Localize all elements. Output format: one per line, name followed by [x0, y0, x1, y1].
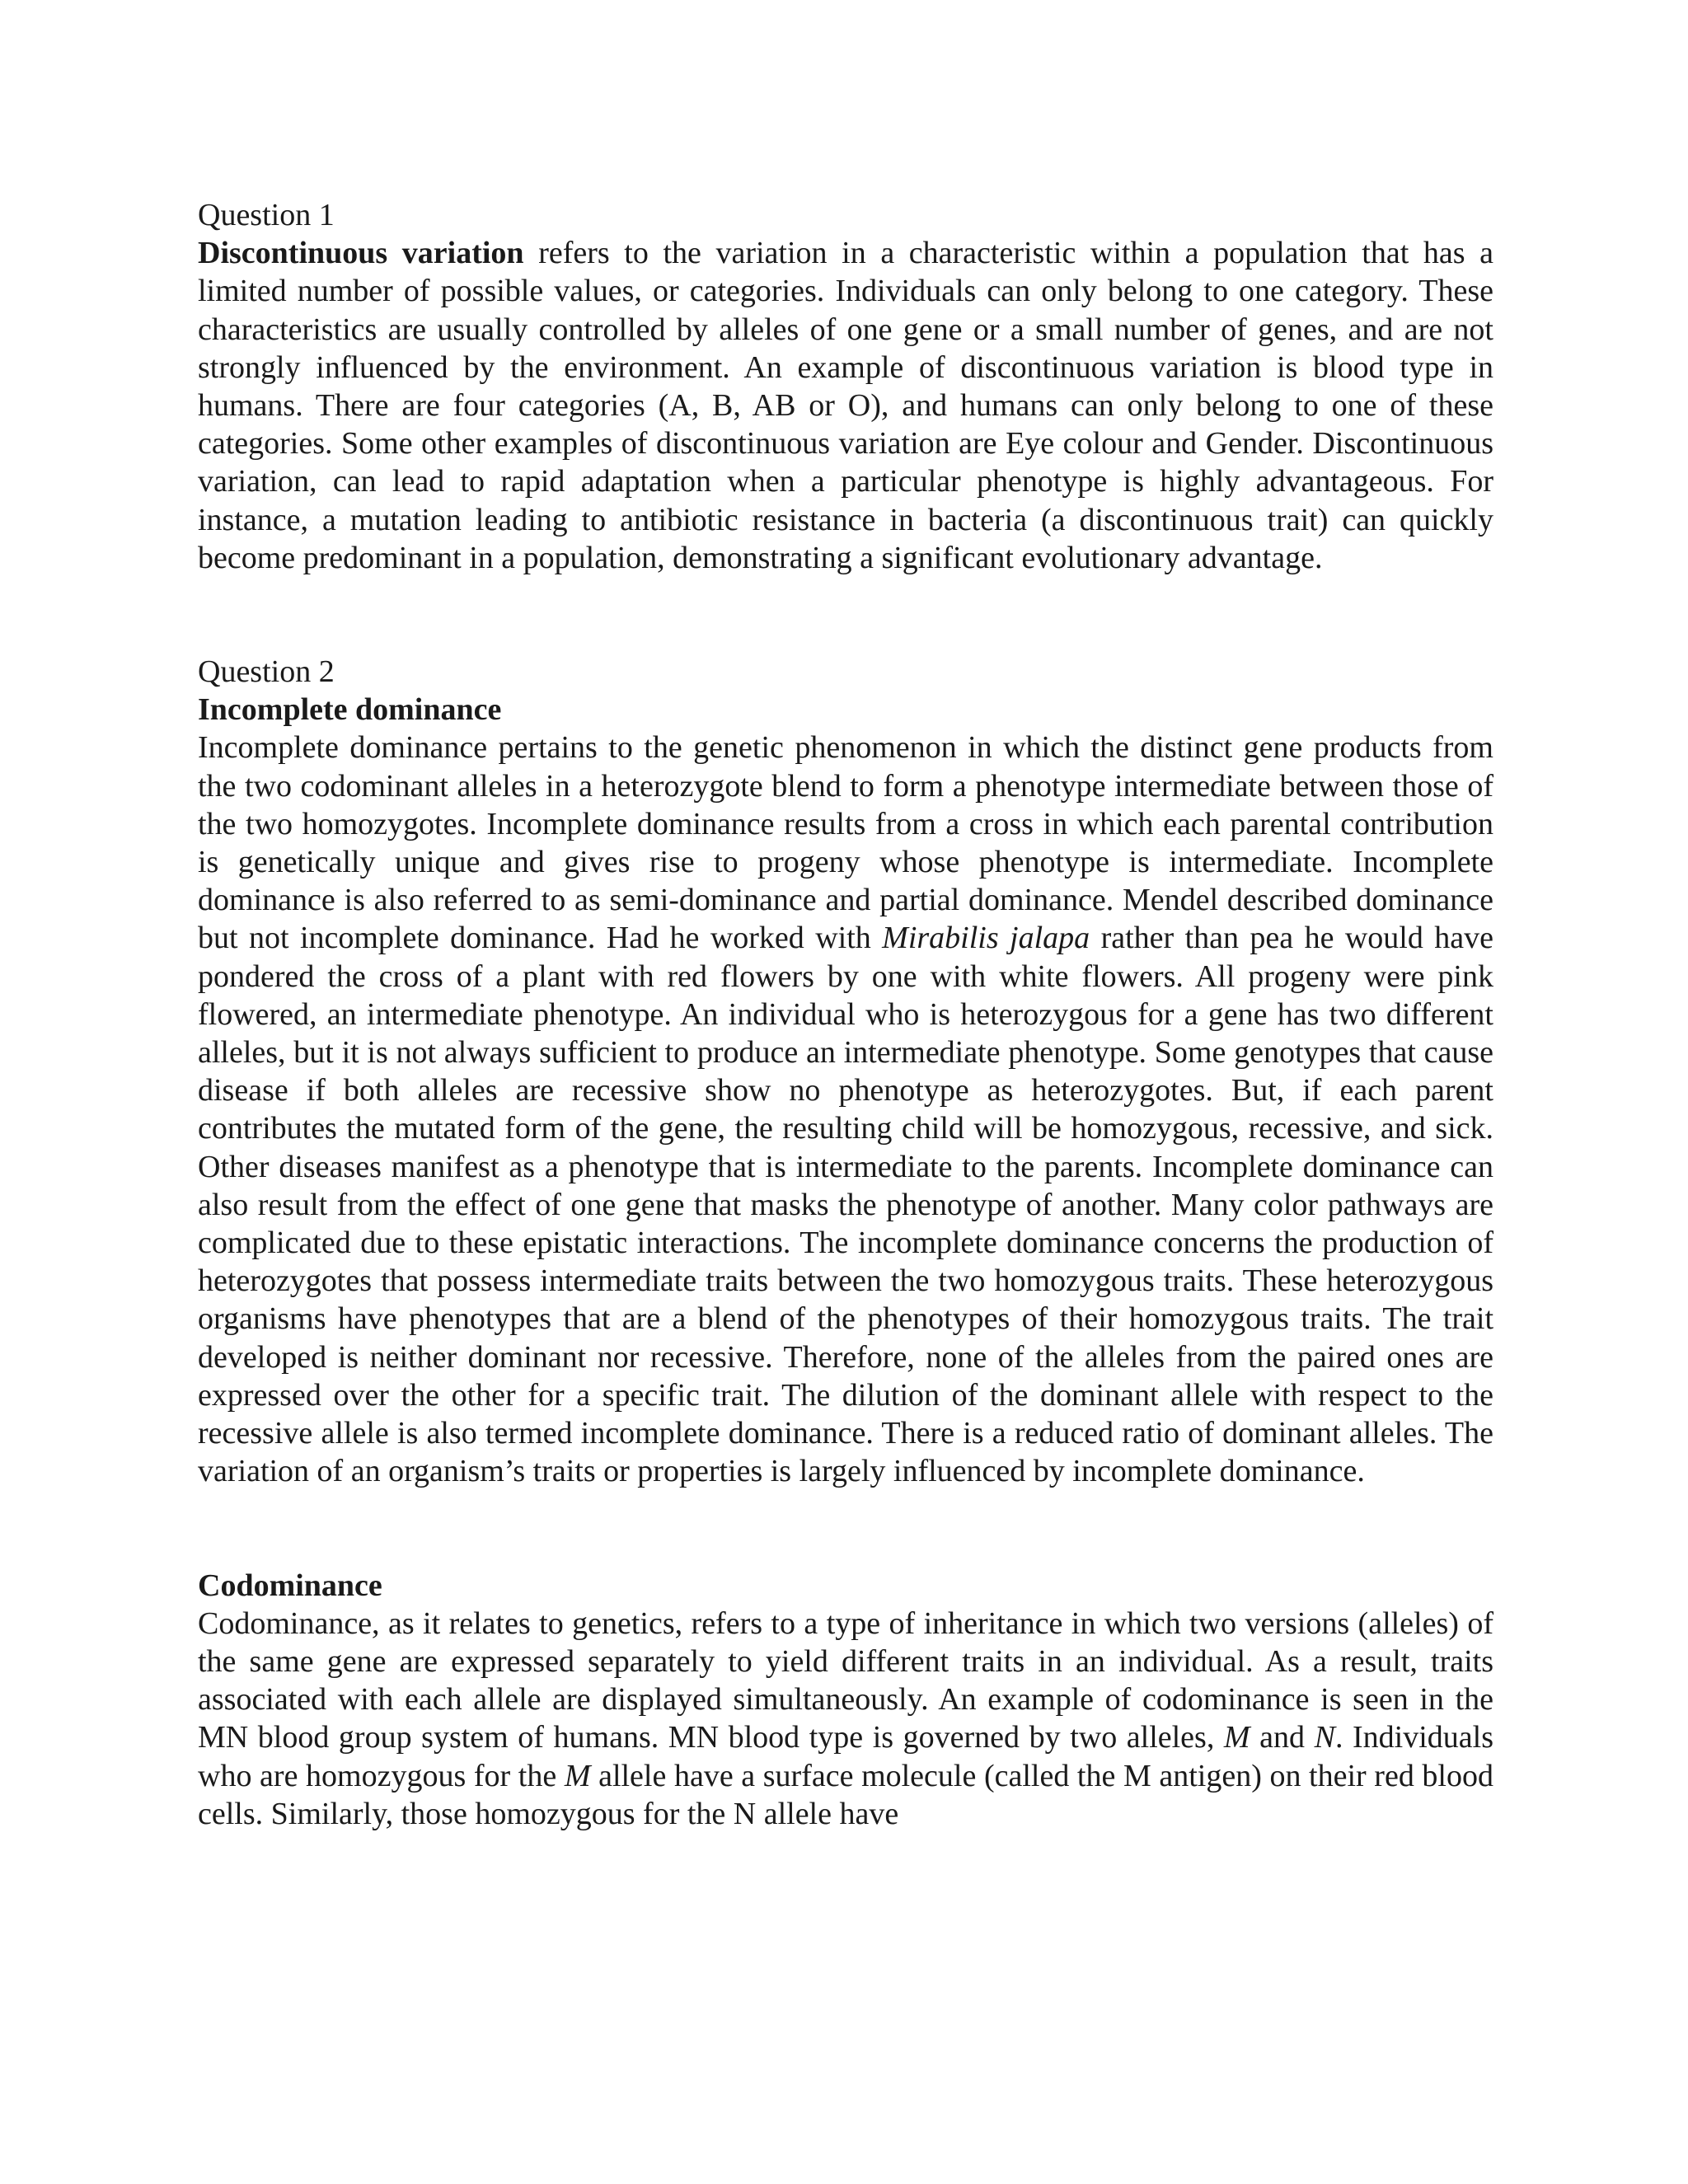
discontinuous-variation-term: Discontinuous variation [198, 236, 524, 271]
incomplete-dominance-paragraph [198, 729, 1493, 1490]
allele-m: M [1223, 1720, 1250, 1755]
question-1-label: Question 1 [198, 198, 335, 232]
incomplete-dominance-heading: Incomplete dominance [198, 692, 502, 728]
question-1-section [198, 196, 1493, 577]
allele-n: N [1314, 1720, 1335, 1755]
question-1-body: refers to the variation in a characteristic within a population that has a limited number of possible values, or categories. Individuals can only belong to one category. These characteristics are usually controlled by alleles of one gene or a small number of genes, and are not strongly influenced by the environment. An example of discontinuous variation is blood type in humans. There are four categories (A, B, AB or O), and humans can only belong to one of these categories. Some other examples of discontinuous variation are Eye colour and Gender. Discontinuous variation, can lead to rapid adaptation when a particular phenotype is highly advantageous. For instance, a mutation leading to antibiotic resistance in bacteria (a discontinuous trait) can quickly become predominant in a population, demonstrating a significant evolutionary advantage. [198, 236, 1493, 575]
incomplete-dominance-body-2: rather than pea he would have pondered the cross of a plant with red flowers by one with white flowers. All progeny were pink flowered, an intermediate phenotype. An individual who is heterozygous for a gene has two different alleles, but it is not always sufficient to produce an intermediate phenotype. Some genotypes that cause disease if both alleles are recessive show no phenotype as heterozygotes. But, if each parent contributes the mutated form of the gene, the resulting child will be homozygous, recessive, and sick. Other diseases manifest as a phenotype that is intermediate to the parents. Incomplete dominance can also result from the effect of one gene that masks the phenotype of another. Many color pathways are complicated due to these epistatic interactions. The incomplete dominance concerns the production of heterozygotes that possess intermediate traits between the two homozygous traits. These heterozygous organisms have phenotypes that are a blend of the phenotypes of their homozygous traits. The trait developed is neither dominant nor recessive. Therefore, none of the alleles from the paired ones are expressed over the other for a specific trait. The dilution of the dominant allele with respect to the recessive allele is also termed incomplete dominance. There is a reduced ratio of dominant alleles. The variation of an organism’s traits or properties is largely influenced by incomplete dominance. [198, 921, 1494, 1489]
codominance-paragraph [198, 1605, 1493, 1833]
allele-m-2: M [564, 1758, 591, 1793]
question-2-label: Question 2 [198, 654, 335, 690]
question-1-paragraph [198, 234, 1493, 577]
document-page [198, 196, 1493, 1833]
section-spacer [198, 1491, 1493, 1567]
codominance-and: and [1250, 1720, 1315, 1755]
codominance-body-2: . Individuals who are homozygous for the [198, 1720, 1493, 1793]
codominance-section [198, 1567, 1493, 1833]
incomplete-dominance-body-1: Incomplete dominance pertains to the genetic phenomenon in which the distinct gene products from the two codominant alleles in a heterozygote blend to form a phenotype intermediate between those of the two homozygotes. Incomplete dominance results from a cross in which each parental contribution is genetically unique and gives rise to progeny whose phenotype is intermediate. Incomplete dominance is also referred to as semi-dominance and partial dominance. Mendel described dominance but not incomplete dominance. Had he worked with [198, 730, 1493, 956]
codominance-heading: Codominance [198, 1568, 382, 1603]
species-name: Mirabilis jalapa [882, 921, 1090, 956]
section-spacer [198, 577, 1493, 653]
codominance-body-1: Codominance, as it relates to genetics, refers to a type of inheritance in which two versions (alleles) of the same gene are expressed separately to yield different traits in an individual. As a result, traits associated with each allele are displayed simultaneously. An example of codominance is seen in the MN blood group system of humans. MN blood type is governed by two alleles, [198, 1605, 1493, 1755]
question-2-section [198, 653, 1493, 1490]
codominance-body-3: allele have a surface molecule (called the M antigen) on their red blood cells. Similarly, those homozygous for the N allele have [198, 1758, 1493, 1831]
